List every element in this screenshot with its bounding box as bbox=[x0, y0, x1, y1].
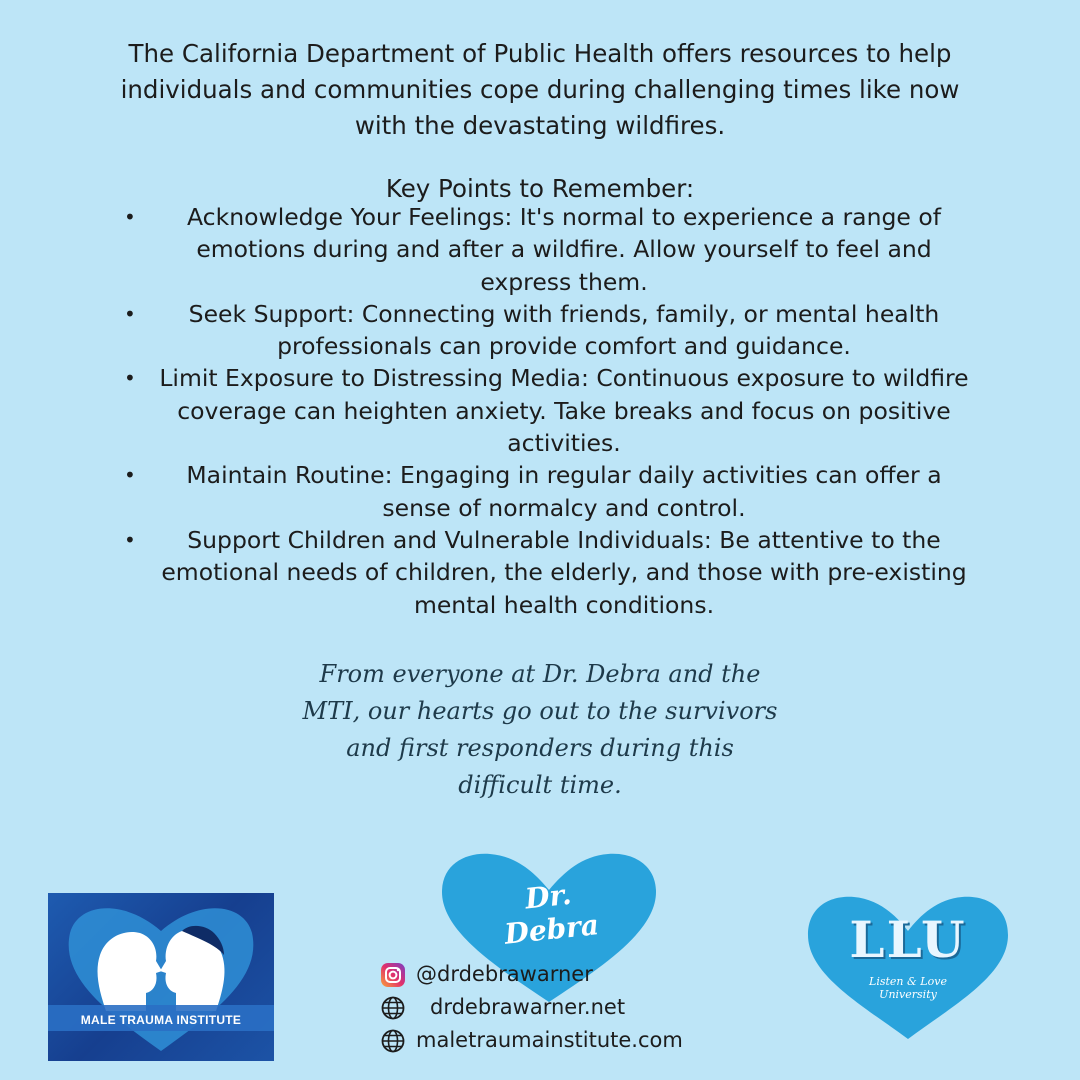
bullet-text: Maintain Routine: Engaging in regular daily activities can offer a sense of normalcy and control. bbox=[186, 461, 942, 522]
list-item bbox=[118, 298, 988, 363]
mti-name: MALE TRAUMA INSTITUTE bbox=[80, 1013, 242, 1027]
bullet-dot: • bbox=[124, 301, 136, 326]
mti-logo bbox=[48, 893, 274, 1061]
website-link[interactable]: drdebrawarner.net bbox=[430, 995, 626, 1019]
message-line: MTI, our hearts go out to the survivors bbox=[302, 697, 778, 725]
globe-icon bbox=[380, 1028, 406, 1054]
message-line: and first responders during this bbox=[346, 734, 734, 762]
bullet-dot: • bbox=[124, 463, 136, 488]
list-item bbox=[118, 524, 988, 621]
instagram-handle: @drdebrawarner bbox=[416, 962, 593, 986]
list-item bbox=[118, 459, 988, 524]
website-contact[interactable] bbox=[380, 991, 710, 1024]
bullet-text: Support Children and Vulnerable Individuals: Be attentive to the emotional needs of children, the elderly, and those with pre-existing mental health conditions. bbox=[161, 525, 967, 619]
list-item bbox=[118, 362, 988, 459]
condolence-message bbox=[250, 656, 830, 804]
llu-line: Listen & Love bbox=[869, 975, 947, 988]
website-contact[interactable] bbox=[380, 1024, 710, 1057]
key-points-list bbox=[118, 201, 988, 621]
key-points-title: Key Points to Remember: bbox=[385, 174, 695, 203]
website-link[interactable]: maletraumainstitute.com bbox=[416, 1028, 683, 1052]
globe-icon bbox=[380, 995, 406, 1021]
bullet-dot: • bbox=[124, 205, 136, 229]
contact-list bbox=[380, 958, 710, 1057]
llu-letters: LLU bbox=[849, 910, 967, 969]
llu-line: University bbox=[879, 988, 937, 1001]
list-item bbox=[118, 201, 988, 298]
llu-tagline bbox=[838, 975, 978, 1001]
message-line: difficult time. bbox=[458, 771, 622, 799]
instagram-contact[interactable] bbox=[380, 958, 710, 991]
dr-debra-signature: Dr. Debra bbox=[502, 877, 601, 951]
bullet-text: Acknowledge Your Feelings: It's normal to experience a range of emotions during and after a wildfire. Allow yourself to feel and express them. bbox=[187, 203, 941, 296]
message-line: From everyone at Dr. Debra and the bbox=[319, 660, 761, 688]
bullet-text: Seek Support: Connecting with friends, family, or mental health professionals can provide comfort and guidance. bbox=[188, 299, 940, 361]
bullet-text: Limit Exposure to Distressing Media: Continuous exposure to wildfire coverage can heighten anxiety. Take breaks and focus on positive activities. bbox=[159, 364, 969, 458]
mti-heart-graphic bbox=[48, 893, 274, 1061]
bullet-dot: • bbox=[124, 366, 136, 391]
intro-paragraph: The California Department of Public Health offers resources to help individuals and communities cope during challenging times like now with the devastating wildfires. bbox=[120, 39, 960, 140]
instagram-icon bbox=[380, 962, 406, 988]
bullet-dot: • bbox=[124, 527, 136, 552]
